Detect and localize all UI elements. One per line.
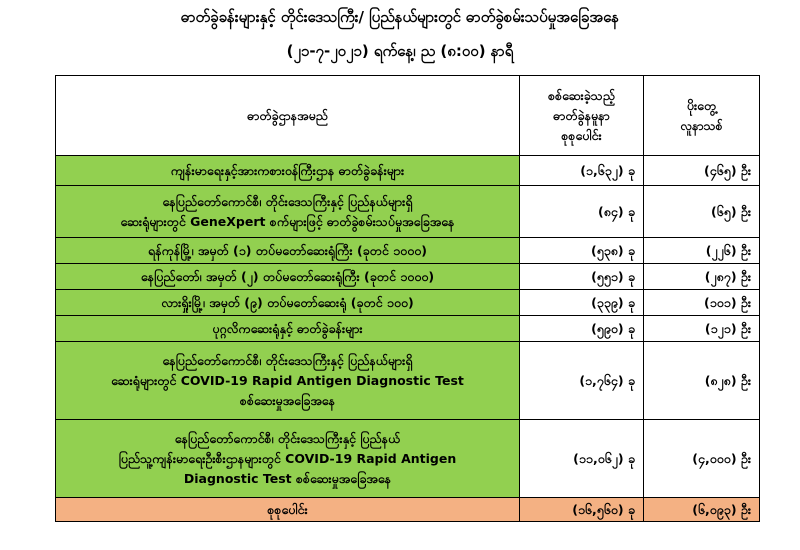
- new-cases-cell: (၂၈၇) ဦး: [644, 264, 760, 290]
- lab-name-cell: [56, 238, 520, 264]
- lab-name-line: ပြည်သူ့ကျန်းမာရေးဦးစီးဌာနများတွင် COVID-19 Rapid Antigen: [118, 450, 457, 466]
- lab-name-line: ကျန်းမာရေးနှင့်အားကစားဝန်ကြီးဌာန ဓာတ်ခွဲခန်းများ: [170, 162, 405, 178]
- lab-name-line: Diagnostic Test စစ်ဆေးမှုအခြေအနေ: [183, 470, 392, 486]
- samples-tested-cell: (၁၁,၀၆၂) ခု: [520, 420, 644, 498]
- table-row: [56, 420, 760, 498]
- samples-tested-cell: (၁,၇၆၄) ခု: [520, 342, 644, 420]
- table-row: [56, 156, 760, 186]
- total-samples-tested: (၁၆,၅၆၀) ခု: [520, 498, 644, 522]
- samples-tested-cell: (၁,၆၃၂) ခု: [520, 156, 644, 186]
- lab-testing-table: [55, 75, 760, 522]
- header-row: [56, 76, 760, 156]
- samples-tested-cell: (၅၉၀) ခု: [520, 316, 644, 342]
- report-title: ဓာတ်ခွဲခန်းများနှင့် တိုင်းဒေသကြီး/ ပြည်နယ်များတွင် ဓာတ်ခွဲစမ်းသပ်မှုအခြေအနေ: [180, 8, 620, 26]
- header-samples-line3: စုစုပေါင်း: [561, 127, 602, 143]
- table-row: [56, 290, 760, 316]
- lab-name-line: နေပြည်တော်၊ အမှတ် (၂) တပ်မတော်ဆေးရုံကြီး (ခုတင် ၁၀၀၀): [140, 268, 435, 284]
- lab-name-line: လားရှိုးမြို့၊ အမှတ် (၉) တပ်မတော်ဆေးရုံ (ခုတင် ၁၀၀): [161, 294, 414, 310]
- lab-name-cell: [56, 264, 520, 290]
- lab-name-cell: [56, 342, 520, 420]
- total-row: [56, 498, 760, 522]
- lab-name-line: ဆေးရုံများတွင် COVID-19 Rapid Antigen Diagnostic Test: [111, 372, 464, 388]
- lab-name-cell: [56, 290, 520, 316]
- samples-tested-cell: (၅၃၈) ခု: [520, 238, 644, 264]
- header-samples-line1: စစ်ဆေးခဲ့သည့်: [548, 87, 615, 103]
- new-cases-cell: (၂၂၆) ဦး: [644, 238, 760, 264]
- lab-name-cell: [56, 420, 520, 498]
- header-samples-line2: ဓာတ်ခွဲနမူနာ: [553, 107, 610, 123]
- table-row: [56, 316, 760, 342]
- header-lab-name: ဓာတ်ခွဲဌာနအမည်: [56, 76, 520, 156]
- lab-name-line: ဆေးရုံများတွင် GeneXpert စက်များဖြင့် ဓာတ်ခွဲစမ်းသပ်မှုအခြေအနေ: [120, 213, 455, 229]
- samples-tested-cell: (၃၃၉) ခု: [520, 290, 644, 316]
- lab-name-line: နေပြည်တော်ကောင်စီ၊ တိုင်းဒေသကြီးနှင့် ပြည်နယ်များရှိ: [162, 352, 413, 368]
- table-row: [56, 342, 760, 420]
- header-samples-tested: [520, 76, 644, 156]
- lab-name-line: စစ်ဆေးမှုအခြေအနေ: [239, 392, 336, 408]
- new-cases-cell: (၆၅) ဦး: [644, 186, 760, 238]
- lab-name-cell: [56, 316, 520, 342]
- samples-tested-cell: (၈၄) ခု: [520, 186, 644, 238]
- total-label: စုစုပေါင်း: [56, 498, 520, 522]
- header-cases-line1: ပိုးတွေ့: [686, 97, 717, 113]
- report-date: (၂၁-၇-၂၀၂၁) ရက်နေ့၊ ည (၈:၀၀) နာရီ: [286, 42, 514, 60]
- new-cases-cell: (၈၂၈) ဦး: [644, 342, 760, 420]
- lab-name-line: နေပြည်တော်ကောင်စီ၊ တိုင်းဒေသကြီးနှင့် ပြည်နယ်: [174, 430, 401, 446]
- table-row: [56, 264, 760, 290]
- lab-name-line: နေပြည်တော်ကောင်စီ၊ တိုင်းဒေသကြီးနှင့် ပြည်နယ်များရှိ: [162, 193, 413, 209]
- table-row: [56, 238, 760, 264]
- header-cases-line2: လူနာသစ်: [680, 117, 723, 133]
- new-cases-cell: (၁၂၁) ဦး: [644, 316, 760, 342]
- samples-tested-cell: (၅၅၁) ခု: [520, 264, 644, 290]
- new-cases-cell: (၄၆၅) ဦး: [644, 156, 760, 186]
- total-new-cases: (၆,၀၉၃) ဦး: [644, 498, 760, 522]
- new-cases-cell: (၁၀၁) ဦး: [644, 290, 760, 316]
- header-new-cases: [644, 76, 760, 156]
- lab-name-line: ရန်ကုန်မြို့၊ အမှတ် (၁) တပ်မတော်ဆေးရုံကြီး (ခုတင် ၁၀၀၀): [148, 242, 427, 258]
- lab-name-cell: [56, 186, 520, 238]
- table-row: [56, 186, 760, 238]
- lab-name-line: ပုဂ္ဂလိကဆေးရုံနှင့် ဓာတ်ခွဲခန်းများ: [212, 320, 363, 336]
- lab-name-cell: [56, 156, 520, 186]
- new-cases-cell: (၄,၀၀၀) ဦး: [644, 420, 760, 498]
